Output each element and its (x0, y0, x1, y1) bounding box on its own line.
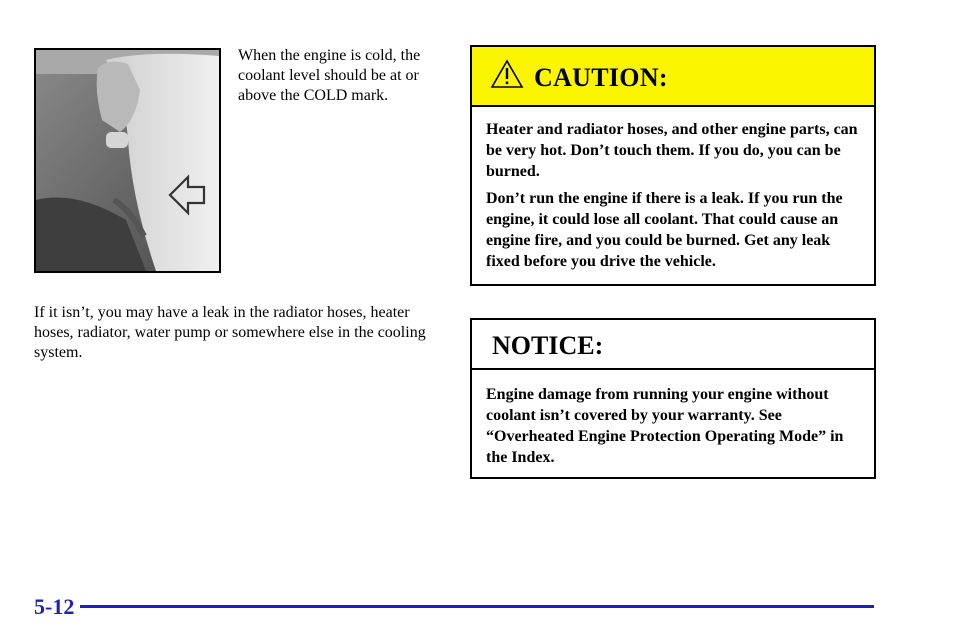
photo-illustration (36, 50, 219, 271)
footer-rule (80, 605, 874, 608)
body-paragraph: If it isn’t, you may have a leak in the radiator hoses, heater hoses, radiator, water pump or somewhere else in the cooling system. (34, 304, 426, 361)
page-number: 5-12 (34, 594, 75, 619)
notice-paragraph: Engine damage from running your engine without coolant isn’t covered by your warranty. See “Overheated Engine Protection Operating Mode” in the Index. (486, 386, 844, 466)
caution-box (470, 45, 876, 286)
notice-box (470, 318, 876, 479)
notice-header (472, 320, 874, 370)
photo-caption: When the engine is cold, the coolant level should be at or above the COLD mark. (238, 47, 421, 104)
caution-paragraph: Heater and radiator hoses, and other engine parts, can be very hot. Don’t touch them. If you do, you can be burned. (486, 121, 858, 180)
caution-body (472, 107, 874, 272)
coolant-reservoir-photo (34, 48, 221, 273)
caution-paragraph: Don’t run the engine if there is a leak. If you run the engine, it could lose all coolant. That could cause an engine fire, and you could be burned. Get any leak fixed before you drive the vehicle. (486, 190, 843, 270)
caution-title: CAUTION: (534, 63, 668, 92)
notice-title: NOTICE: (492, 331, 604, 360)
notice-body (472, 370, 874, 468)
warning-triangle-icon (490, 59, 524, 89)
caution-header (472, 47, 874, 107)
